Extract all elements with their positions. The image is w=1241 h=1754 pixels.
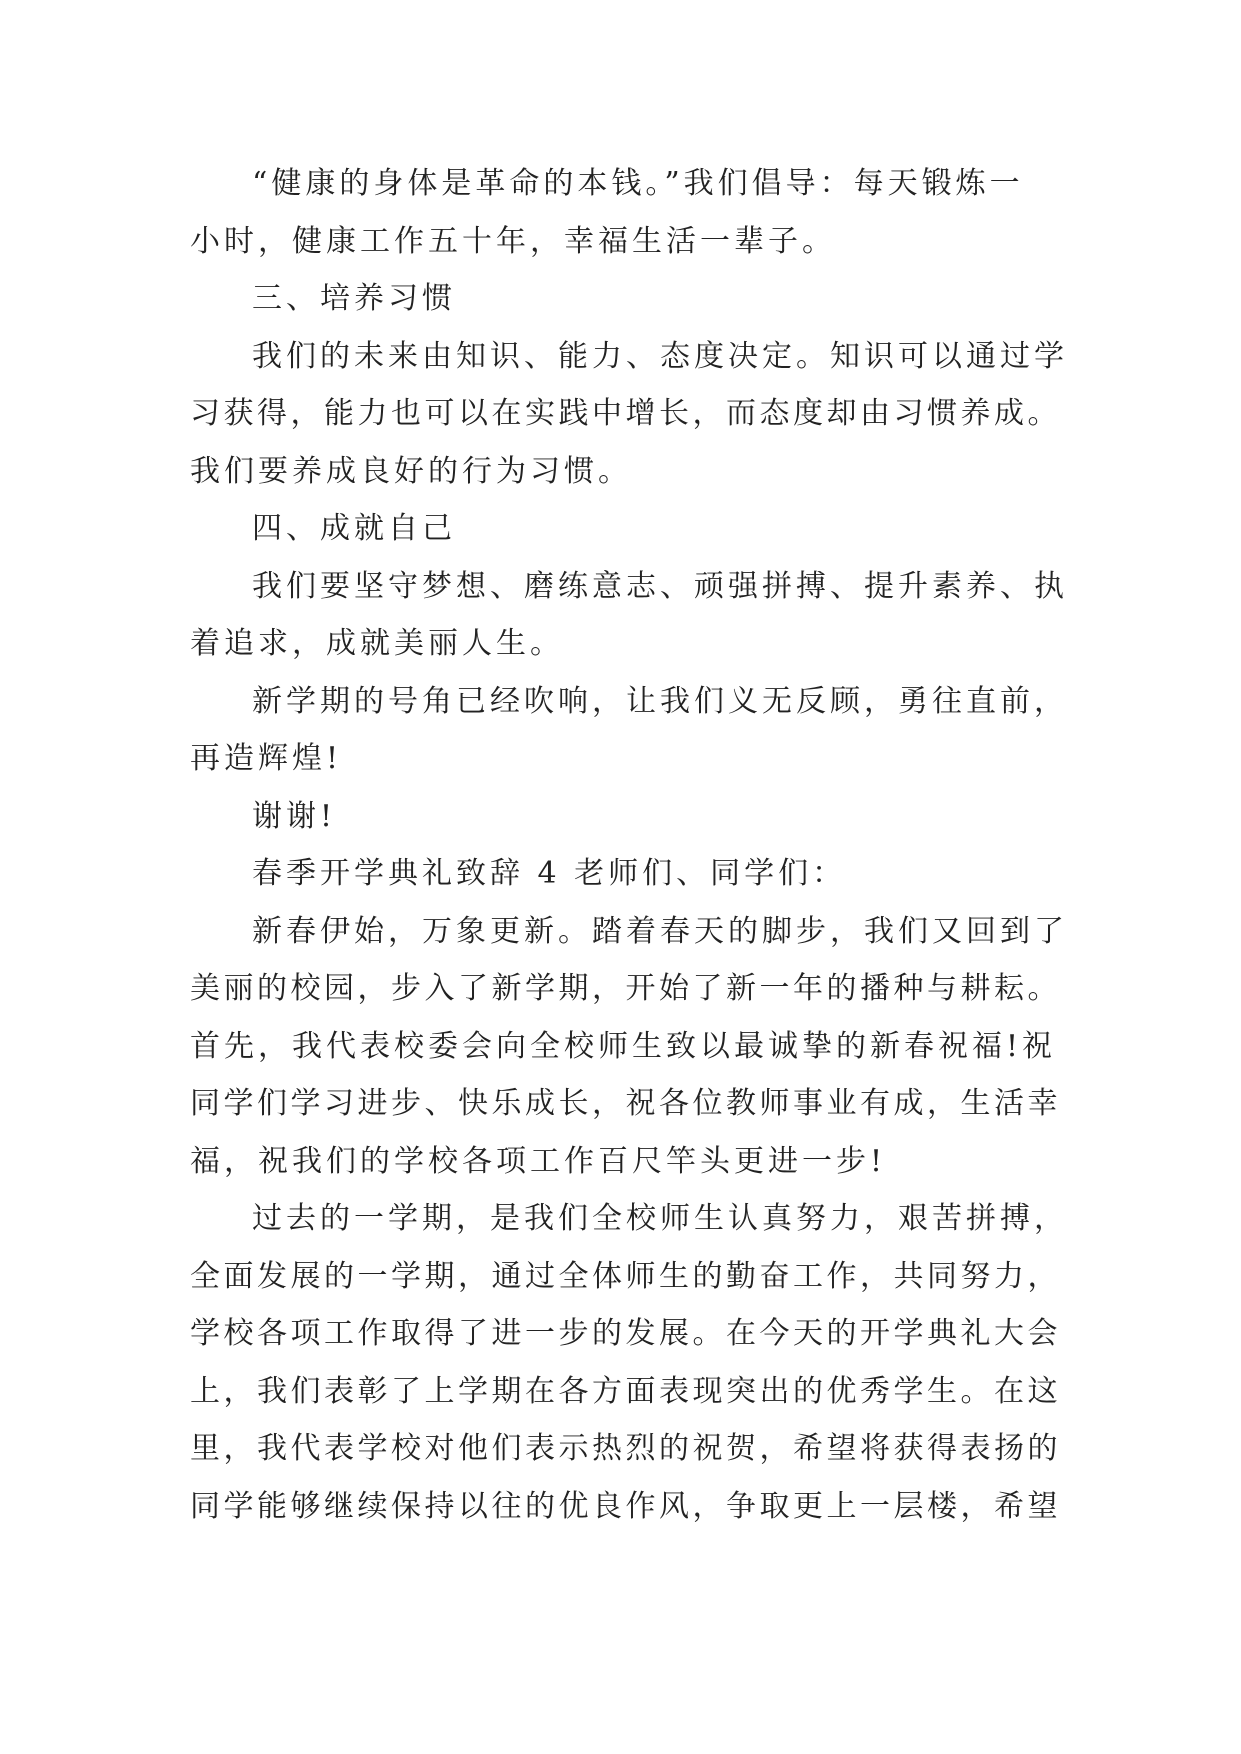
text-line: 再造辉煌! xyxy=(190,741,343,776)
text-line: 习获得，能力也可以在实践中增长，而态度却由习惯养成。 xyxy=(190,396,1061,431)
text-line: 学校各项工作取得了进一步的发展。在今天的开学典礼大会 xyxy=(190,1316,1061,1351)
text-line: “健康的身体是革命的本钱。”我们倡导：每天锻炼一 xyxy=(252,166,1024,201)
text-line: 首先，我代表校委会向全校师生致以最诚挚的新春祝福!祝 xyxy=(190,1028,1057,1064)
text-line: 同学能够继续保持以往的优良作风，争取更上一层楼，希望 xyxy=(190,1488,1061,1524)
text-line: 美丽的校园，步入了新学期，开始了新一年的播种与耕耘。 xyxy=(190,971,1061,1006)
text-line: 三、培养习惯 xyxy=(252,281,456,316)
text-line: 同学们学习进步、快乐成长，祝各位教师事业有成，生活幸 xyxy=(190,1086,1061,1121)
text-line: 我们要养成良好的行为习惯。 xyxy=(190,453,632,489)
text-line: 新春伊始，万象更新。踏着春天的脚步，我们又回到了 xyxy=(252,913,1068,949)
text-line: 我们的未来由知识、能力、态度决定。知识可以通过学 xyxy=(252,338,1068,374)
text-line: 上，我们表彰了上学期在各方面表现突出的优秀学生。在这 xyxy=(190,1373,1061,1409)
text-line: 谢谢! xyxy=(252,798,337,834)
text-line: 小时，健康工作五十年，幸福生活一辈子。 xyxy=(190,223,836,259)
text-line: 过去的一学期，是我们全校师生认真努力，艰苦拼搏， xyxy=(252,1201,1068,1236)
document-body xyxy=(190,155,1070,1535)
text-line: 着追求，成就美丽人生。 xyxy=(190,626,564,661)
text-line: 我们要坚守梦想、磨练意志、顽强拼搏、提升素养、执 xyxy=(252,568,1068,604)
text-line: 春季开学典礼致辞 4 老师们、同学们： xyxy=(252,856,847,891)
text-line: 福，祝我们的学校各项工作百尺竿头更进一步! xyxy=(190,1143,887,1179)
text-line: 全面发展的一学期，通过全体师生的勤奋工作，共同努力， xyxy=(190,1258,1061,1294)
text-line: 里，我代表学校对他们表示热烈的祝贺，希望将获得表扬的 xyxy=(190,1431,1061,1466)
text-line: 新学期的号角已经吹响，让我们义无反顾，勇往直前， xyxy=(252,683,1068,719)
text-line: 四、成就自己 xyxy=(252,511,456,546)
